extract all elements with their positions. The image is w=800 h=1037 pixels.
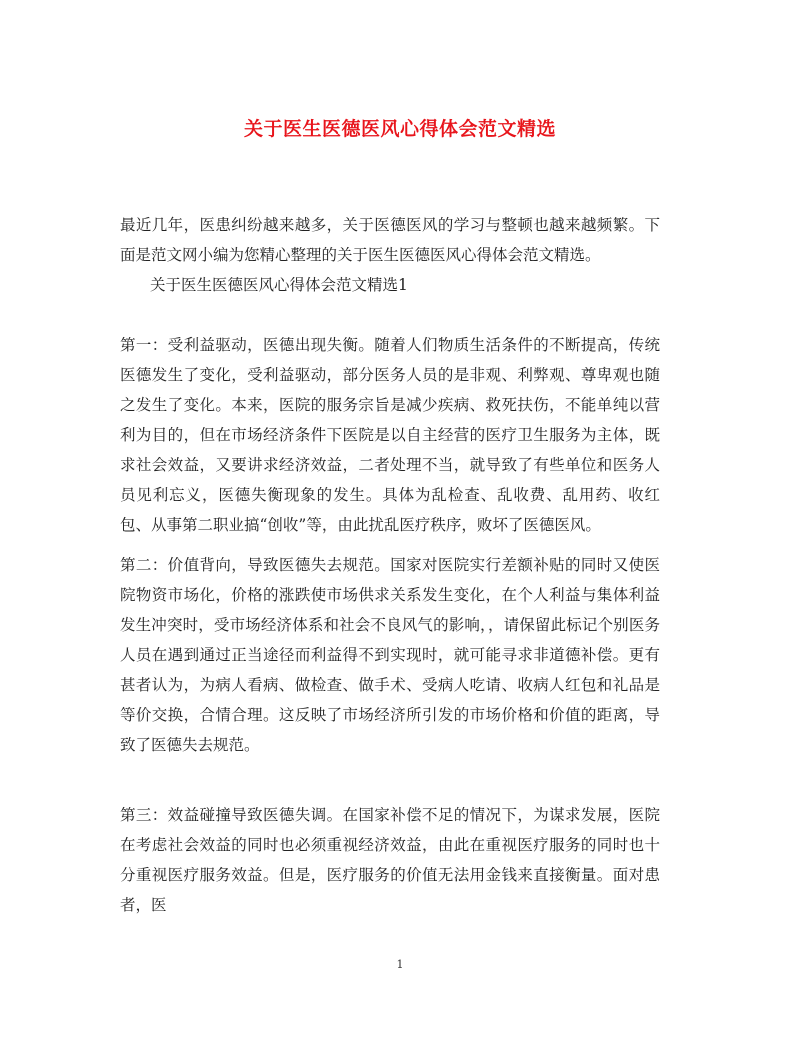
paragraph-2: 第二：价值背向，导致医德失去规范。国家对医院实行差额补贴的同时又使医院物资市场化，价格的涨跌使市场供求关系发生变化，在个人利益与集体利益发生冲突时，受市场经济体系和社会不良风气的影响，，请保留此标记个别医务人员在遇到通过正当途径而利益得不到实现时，就可能寻求非道德补偿。更有甚者认为，为病人看病、做检查、做手术、受病人吃请、收病人红包和礼品是等价交换，合情合理。这反映了市场经济所引发的市场价格和价值的距离，导致了医德失去规范。	[120, 556, 660, 754]
document-title: 关于医生医德医风心得体会范文精选	[243, 118, 556, 140]
intro-paragraph: 最近几年，医患纠纷越来越多，关于医德医风的学习与整顿也越来越频繁。下面是范文网小编为您精心整理的关于医生医德医风心得体会范文精选。	[120, 216, 660, 264]
paragraph-3: 第三：效益碰撞导致医德失调。在国家补偿不足的情况下，为谋求发展，医院在考虑社会效益的同时也必须重视经济效益，由此在重视医疗服务的同时也十分重视医疗服务效益。但是，医疗服务的价值无法用金钱来直接衡量。面对患者，医	[120, 806, 660, 914]
section-subheading: 关于医生医德医风心得体会范文精选1	[150, 276, 408, 294]
paragraph-1: 第一：受利益驱动，医德出现失衡。随着人们物质生活条件的不断提高，传统医德发生了变化，受利益驱动，部分医务人员的是非观、利弊观、尊卑观也随之发生了变化。本来，医院的服务宗旨是减少疾病、救死扶伤，不能单纯以营利为目的，但在市场经济条件下医院是以自主经营的医疗卫生服务为主体，既求社会效益，又要讲求经济效益，二者处理不当，就导致了有些单位和医务人员见利忘义，医德失衡现象的发生。具体为乱检查、乱收费、乱用药、收红包、从事第二职业搞“创收”等，由此扰乱医疗秩序，败坏了医德医风。	[120, 336, 660, 534]
page-number: 1	[396, 958, 404, 971]
